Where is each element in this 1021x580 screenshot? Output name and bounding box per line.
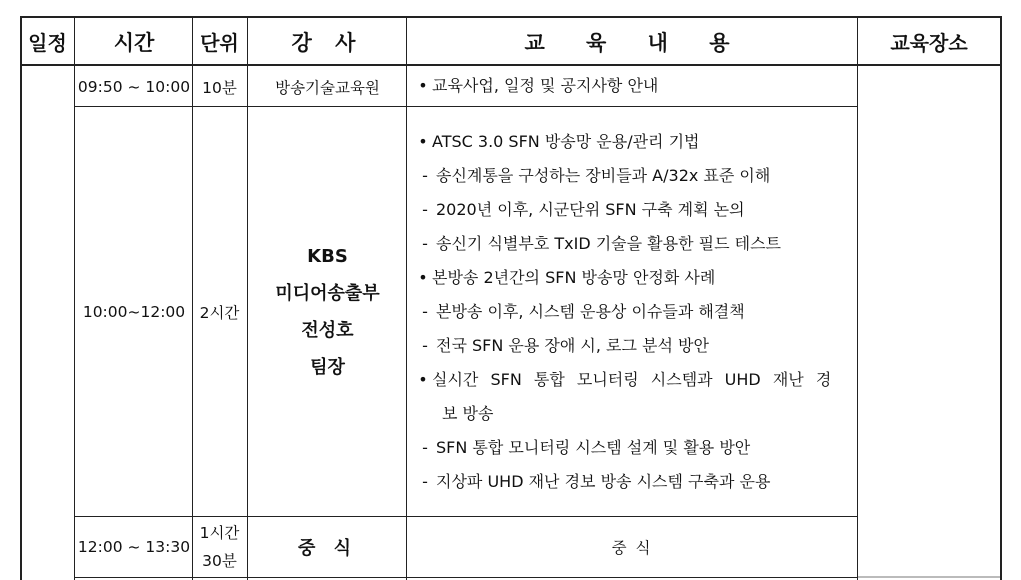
row2-content	[414, 125, 831, 499]
bullet-symbol: •	[418, 268, 428, 287]
content-text: 송신기 식별부호 TxID 기술을 활용한 필드 테스트	[436, 234, 782, 253]
lecturer-org: KBS	[307, 246, 348, 267]
col-divider-content	[857, 16, 858, 580]
bullet-symbol: •	[418, 76, 428, 95]
table-left-border	[20, 16, 22, 580]
row1-content	[414, 69, 658, 103]
col-divider-time	[192, 16, 193, 580]
row2-unit: 2시간	[199, 304, 240, 322]
content-text: 교육사업, 일정 및 공지사항 안내	[432, 76, 659, 95]
row2-time: 10:00~12:00	[82, 303, 186, 321]
dash-symbol: -	[422, 472, 428, 491]
content-text: 지상파 UHD 재난 경보 방송 시스템 구축과 운용	[436, 472, 771, 491]
dash-symbol: -	[422, 336, 428, 355]
content-text: SFN 통합 모니터링 시스템 설계 및 활용 방안	[436, 438, 751, 457]
header-location: 교육장소	[890, 31, 968, 55]
header-time: 시간	[113, 30, 155, 55]
bullet-symbol: •	[418, 132, 428, 151]
row1-lecturer: 방송기술교육원	[275, 78, 380, 97]
content-text: 보 방송	[442, 404, 494, 423]
content-text: 전국 SFN 운용 장애 시, 로그 분석 방안	[436, 336, 709, 355]
col-divider-lecturer	[406, 16, 407, 580]
header-content: 교 육 내 용	[524, 30, 740, 55]
bullet-symbol: •	[418, 370, 428, 389]
row3-unit	[193, 517, 246, 577]
unit-minutes: 30분	[202, 552, 237, 570]
table-right-border	[1000, 16, 1002, 580]
header-lecturer: 강 사	[291, 30, 364, 55]
row1-unit: 10분	[202, 78, 237, 97]
content-text: 실시간 SFN 통합 모니터링 시스템과 UHD 재난 경	[432, 370, 832, 389]
dash-symbol: -	[422, 438, 428, 457]
content-text: 본방송 2년간의 SFN 방송망 안정화 사례	[432, 268, 716, 287]
lecturer-name: 전성호	[301, 320, 354, 341]
dash-symbol: -	[422, 166, 428, 185]
table-top-border	[20, 16, 1002, 18]
row3-content: 중 식	[611, 539, 653, 557]
content-line	[414, 69, 658, 103]
dash-symbol: -	[422, 200, 428, 219]
row3-lecturer: 중 식	[297, 538, 358, 559]
header-unit: 단위	[200, 31, 239, 55]
row1-time: 09:50 ~ 10:00	[77, 77, 191, 96]
content-text: ATSC 3.0 SFN 방송망 운용/관리 기법	[432, 132, 700, 151]
content-text: 본방송 이후, 시스템 운용상 이슈들과 해결책	[436, 302, 745, 321]
row2-lecturer	[249, 108, 406, 516]
dash-symbol: -	[422, 302, 428, 321]
unit-hours: 1시간	[199, 524, 240, 542]
header-bottom-border	[20, 64, 1002, 66]
col-divider-day	[74, 16, 75, 580]
lecturer-title: 팀장	[310, 357, 345, 378]
col-divider-unit	[247, 16, 248, 580]
dash-symbol: -	[422, 234, 428, 253]
content-text: 송신계통을 구성하는 장비들과 A/32x 표준 이해	[436, 166, 771, 185]
content-text: 2020년 이후, 시군단위 SFN 구축 계획 논의	[436, 200, 745, 219]
header-day: 일정	[28, 31, 67, 55]
lecturer-dept: 미디어송출부	[275, 283, 380, 304]
row3-time: 12:00 ~ 13:30	[77, 538, 191, 556]
location-bottom-border	[858, 576, 1002, 578]
